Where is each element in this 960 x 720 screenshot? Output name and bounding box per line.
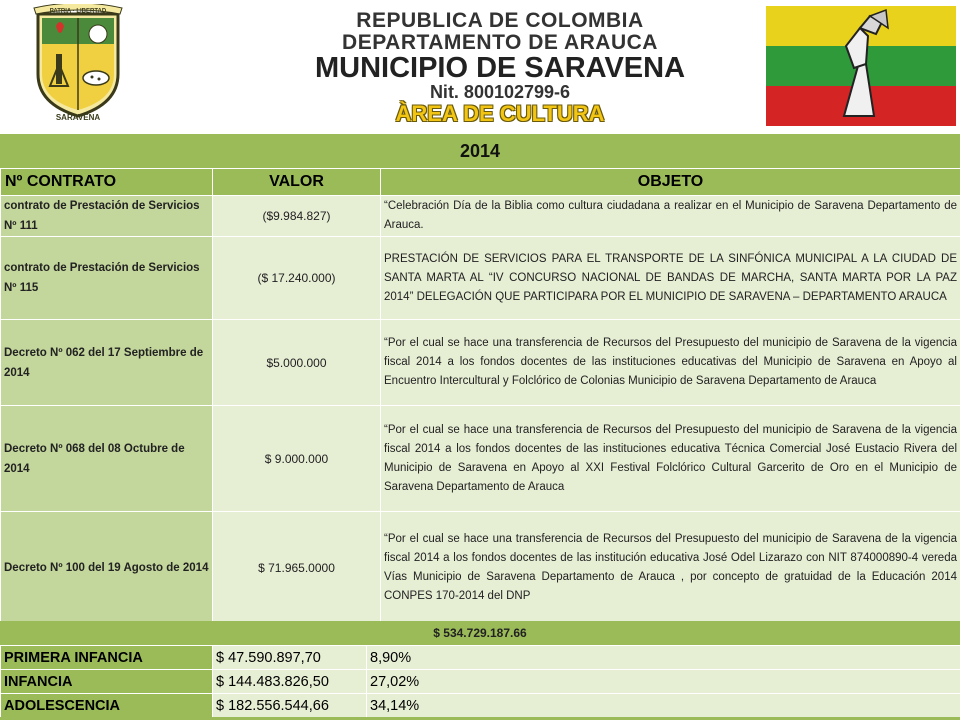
contract-number: Decreto Nº 100 del 19 Agosto de 2014 bbox=[1, 512, 213, 624]
table-row bbox=[1, 512, 960, 624]
crest-city: SARAVENA bbox=[55, 113, 101, 122]
header-department: DEPARTAMENTO DE ARAUCA bbox=[342, 31, 658, 54]
table-row bbox=[1, 196, 960, 237]
header-area: ÀREA DE CULTURA bbox=[395, 101, 605, 126]
summary-amount: $ 182.556.544,66 bbox=[213, 694, 367, 718]
header-valor: VALOR bbox=[213, 169, 381, 196]
summary-label: PRIMERA INFANCIA bbox=[1, 646, 213, 670]
summary-amount: $ 47.590.897,70 bbox=[213, 646, 367, 670]
contract-value: $5.000.000 bbox=[213, 320, 381, 406]
header-republic: REPUBLICA DE COLOMBIA bbox=[356, 9, 644, 32]
total-amount: $ 534.729.187.66 bbox=[0, 621, 960, 645]
contract-number: contrato de Prestación de Servicios Nº 115 bbox=[1, 237, 213, 320]
summary-label: ADOLESCENCIA bbox=[1, 694, 213, 718]
contract-object: “Celebración Día de la Biblia como cultura ciudadana a realizar en el Municipio de Saravena Departamento de Arauca. bbox=[381, 196, 960, 237]
contract-number: contrato de Prestación de Servicios Nº 111 bbox=[1, 196, 213, 237]
table-row bbox=[1, 237, 960, 320]
contract-object: PRESTACIÓN DE SERVICIOS PARA EL TRANSPORTE DE LA SINFÓNICA MUNICIPAL A LA CIUDAD DE SANTA MARTA AL “IV CONCURSO NACIONAL DE BANDAS DE MARCHA, SANTA MARTA POR LA PAZ 2014” DELEGACIÓN QUE PARTICIPARA POR EL MUNICIPIO DE SARAVENA – DEPARTAMENTO ARAUCA bbox=[381, 237, 960, 320]
header-contrato: Nº CONTRATO bbox=[1, 169, 213, 196]
document-header bbox=[0, 0, 960, 128]
summary-percent: 34,14% bbox=[367, 694, 960, 718]
summary-amount: $ 144.483.826,50 bbox=[213, 670, 367, 694]
header-titles bbox=[290, 10, 710, 126]
saravena-flag-icon bbox=[766, 6, 956, 126]
summary-row bbox=[1, 646, 960, 670]
saravena-crest-icon bbox=[28, 4, 128, 122]
header-objeto: OBJETO bbox=[381, 169, 960, 196]
contract-object: “Por el cual se hace una transferencia de Recursos del Presupuesto del municipio de Saravena de la vigencia fiscal 2014 a los fondos docentes de las instituciones educativa Técnica Comercial José Eustacio Rivera del Municipio de Saravena en Apoyo al XXI Festival Folclórico Cultural Garcerito de Oro en el Municipio de Saravena Departamento de Arauca bbox=[381, 406, 960, 512]
summary-percent: 27,02% bbox=[367, 670, 960, 694]
contract-value: $ 9.000.000 bbox=[213, 406, 381, 512]
header-nit: Nit. 800102799-6 bbox=[429, 82, 571, 102]
contract-number: Decreto Nº 062 del 17 Septiembre de 2014 bbox=[1, 320, 213, 406]
summary-label: INFANCIA bbox=[1, 670, 213, 694]
summary-row bbox=[1, 670, 960, 694]
summary-percent: 8,90% bbox=[367, 646, 960, 670]
contract-object: “Por el cual se hace una transferencia de Recursos del Presupuesto del municipio de Saravena de la vigencia fiscal 2014 a los fondos docentes de las institución educativa José Odel Lizarazo con NIT 874000890-4 vereda Vías Municipio de Saravena Departamento de Arauca , por concepto de gratuidad de la Educación 2014 CONPES 170-2014 del DNP bbox=[381, 512, 960, 624]
contract-value: ($9.984.827) bbox=[213, 196, 381, 237]
table-row bbox=[1, 406, 960, 512]
summary-row bbox=[1, 694, 960, 718]
header-municipality: MUNICIPIO DE SARAVENA bbox=[314, 52, 686, 84]
contract-value: $ 71.965.0000 bbox=[213, 512, 381, 624]
contract-value: ($ 17.240.000) bbox=[213, 237, 381, 320]
summary-table bbox=[0, 645, 960, 718]
year-banner: 2014 bbox=[0, 132, 960, 168]
crest-motto: PATRIA · LIBERTAD bbox=[49, 8, 107, 15]
contract-number: Decreto Nº 068 del 08 Octubre de 2014 bbox=[1, 406, 213, 512]
table-row bbox=[1, 320, 960, 406]
table-header-row bbox=[1, 169, 960, 196]
contract-object: “Por el cual se hace una transferencia de Recursos del Presupuesto del municipio de Saravena de la vigencia fiscal 2014 a los fondos docentes de las instituciones educativas del Municipio de Saravena en Apoyo al Encuentro Intercultural y Folclórico de Colonias Municipio de Saravena Departamento de Arauca bbox=[381, 320, 960, 406]
contracts-table bbox=[0, 168, 960, 624]
